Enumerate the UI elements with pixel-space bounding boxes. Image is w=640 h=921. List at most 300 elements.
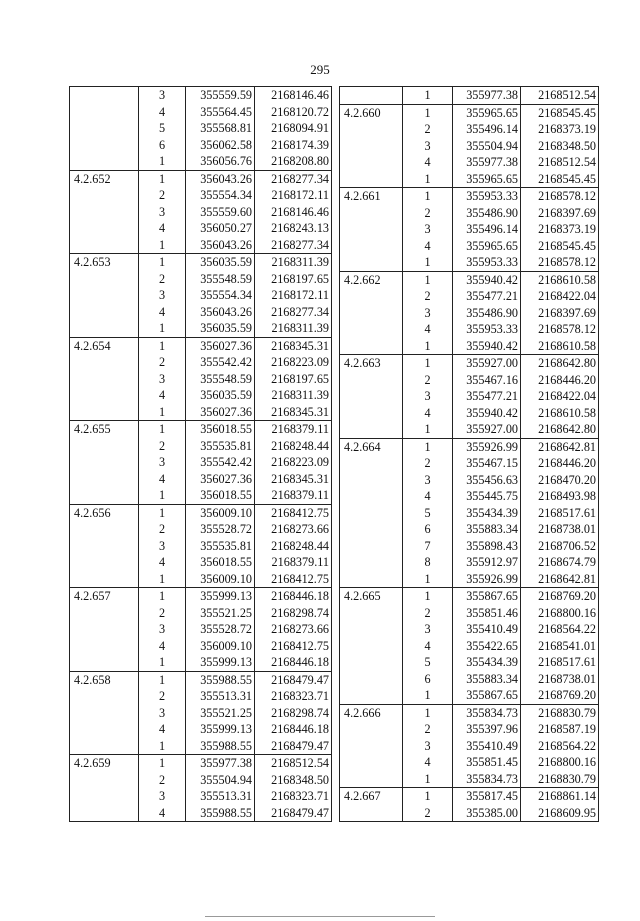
x-coordinate-cell: 355504.94 <box>186 772 255 789</box>
y-coordinate-cell: 2168172.11 <box>255 287 332 304</box>
x-coordinate-cell: 355535.81 <box>186 438 255 455</box>
x-coordinate-cell: 355988.55 <box>186 671 255 688</box>
point-number-cell: 4 <box>403 405 453 422</box>
point-number-cell: 2 <box>139 187 186 204</box>
table-row <box>340 638 599 655</box>
parcel-id-cell <box>340 171 403 188</box>
parcel-id-cell <box>340 505 403 522</box>
parcel-id-cell: 4.2.657 <box>70 588 139 605</box>
y-coordinate-cell: 2168422.04 <box>521 388 599 405</box>
y-coordinate-cell: 2168379.11 <box>255 487 332 504</box>
point-number-cell: 2 <box>139 438 186 455</box>
parcel-id-cell <box>70 404 139 421</box>
point-number-cell: 2 <box>403 288 453 305</box>
point-number-cell: 2 <box>139 271 186 288</box>
y-coordinate-cell: 2168738.01 <box>521 671 599 688</box>
y-coordinate-cell: 2168517.61 <box>521 654 599 671</box>
parcel-id-cell <box>340 87 403 105</box>
x-coordinate-cell: 355535.81 <box>186 538 255 555</box>
parcel-id-cell <box>70 688 139 705</box>
parcel-id-cell <box>70 87 139 104</box>
x-coordinate-cell: 355422.65 <box>453 638 521 655</box>
parcel-id-cell <box>70 471 139 488</box>
point-number-cell: 1 <box>139 588 186 605</box>
y-coordinate-cell: 2168348.50 <box>521 138 599 155</box>
y-coordinate-cell: 2168094.91 <box>255 120 332 137</box>
table-row <box>70 438 332 455</box>
parcel-id-cell <box>340 288 403 305</box>
parcel-id-cell <box>340 687 403 704</box>
point-number-cell: 1 <box>403 687 453 704</box>
parcel-id-cell: 4.2.663 <box>340 355 403 372</box>
table-row <box>340 87 599 105</box>
table-row <box>340 305 599 322</box>
table-row <box>70 504 332 521</box>
point-number-cell: 1 <box>139 671 186 688</box>
parcel-id-cell <box>340 738 403 755</box>
x-coordinate-cell: 355999.13 <box>186 721 255 738</box>
parcel-id-cell <box>340 388 403 405</box>
point-number-cell: 1 <box>139 654 186 671</box>
parcel-id-cell <box>70 120 139 137</box>
x-coordinate-cell: 355977.38 <box>186 755 255 772</box>
y-coordinate-cell: 2168642.80 <box>521 355 599 372</box>
table-row <box>70 320 332 337</box>
y-coordinate-cell: 2168197.65 <box>255 271 332 288</box>
point-number-cell: 3 <box>403 472 453 489</box>
table-row <box>70 120 332 137</box>
table-row <box>340 438 599 455</box>
x-coordinate-cell: 355817.45 <box>453 788 521 805</box>
x-coordinate-cell: 356009.10 <box>186 638 255 655</box>
table-row <box>70 404 332 421</box>
y-coordinate-cell: 2168248.44 <box>255 538 332 555</box>
parcel-id-cell <box>70 438 139 455</box>
y-coordinate-cell: 2168674.79 <box>521 554 599 571</box>
y-coordinate-cell: 2168769.20 <box>521 588 599 605</box>
table-row <box>70 354 332 371</box>
x-coordinate-cell: 355477.21 <box>453 288 521 305</box>
point-number-cell: 5 <box>403 654 453 671</box>
x-coordinate-cell: 355834.73 <box>453 704 521 721</box>
x-coordinate-cell: 355977.38 <box>453 87 521 105</box>
point-number-cell: 3 <box>403 621 453 638</box>
y-coordinate-cell: 2168610.58 <box>521 271 599 288</box>
parcel-id-cell: 4.2.655 <box>70 421 139 438</box>
table-row <box>340 355 599 372</box>
parcel-id-cell <box>70 304 139 321</box>
point-number-cell: 6 <box>139 137 186 154</box>
y-coordinate-cell: 2168578.12 <box>521 254 599 271</box>
parcel-id-cell <box>340 638 403 655</box>
x-coordinate-cell: 355988.55 <box>186 738 255 755</box>
y-coordinate-cell: 2168277.34 <box>255 170 332 187</box>
parcel-id-cell <box>70 654 139 671</box>
point-number-cell: 2 <box>139 772 186 789</box>
x-coordinate-cell: 355965.65 <box>453 171 521 188</box>
parcel-id-cell <box>70 320 139 337</box>
point-number-cell: 1 <box>403 171 453 188</box>
point-number-cell: 1 <box>139 320 186 337</box>
x-coordinate-cell: 356035.59 <box>186 320 255 337</box>
parcel-id-cell: 4.2.661 <box>340 188 403 205</box>
point-number-cell: 4 <box>139 805 186 822</box>
table-row <box>70 738 332 755</box>
parcel-id-cell <box>70 237 139 254</box>
point-number-cell: 6 <box>403 671 453 688</box>
coordinates-table-left <box>69 86 332 822</box>
table-row <box>340 472 599 489</box>
y-coordinate-cell: 2168277.34 <box>255 304 332 321</box>
y-coordinate-cell: 2168800.16 <box>521 754 599 771</box>
y-coordinate-cell: 2168610.58 <box>521 338 599 355</box>
y-coordinate-cell: 2168470.20 <box>521 472 599 489</box>
table-row <box>70 454 332 471</box>
point-number-cell: 4 <box>403 321 453 338</box>
x-coordinate-cell: 355883.34 <box>453 671 521 688</box>
point-number-cell: 1 <box>139 170 186 187</box>
point-number-cell: 4 <box>139 220 186 237</box>
table-row <box>340 421 599 438</box>
x-coordinate-cell: 355953.33 <box>453 254 521 271</box>
x-coordinate-cell: 356009.10 <box>186 504 255 521</box>
point-number-cell: 4 <box>403 488 453 505</box>
parcel-id-cell <box>340 154 403 171</box>
parcel-id-cell <box>70 354 139 371</box>
parcel-id-cell <box>70 721 139 738</box>
point-number-cell: 2 <box>139 688 186 705</box>
y-coordinate-cell: 2168197.65 <box>255 371 332 388</box>
point-number-cell: 1 <box>139 487 186 504</box>
parcel-id-cell <box>70 104 139 121</box>
parcel-id-cell <box>340 654 403 671</box>
y-coordinate-cell: 2168610.58 <box>521 405 599 422</box>
x-coordinate-cell: 355486.90 <box>453 205 521 222</box>
table-row <box>70 287 332 304</box>
point-number-cell: 3 <box>403 388 453 405</box>
y-coordinate-cell: 2168517.61 <box>521 505 599 522</box>
x-coordinate-cell: 356027.36 <box>186 471 255 488</box>
table-row <box>70 788 332 805</box>
y-coordinate-cell: 2168379.11 <box>255 421 332 438</box>
y-coordinate-cell: 2168422.04 <box>521 288 599 305</box>
y-coordinate-cell: 2168311.39 <box>255 320 332 337</box>
point-number-cell: 2 <box>403 805 453 822</box>
table-row <box>70 654 332 671</box>
parcel-id-cell <box>70 571 139 588</box>
point-number-cell: 2 <box>139 605 186 622</box>
parcel-id-cell <box>340 754 403 771</box>
y-coordinate-cell: 2168545.45 <box>521 238 599 255</box>
y-coordinate-cell: 2168298.74 <box>255 705 332 722</box>
point-number-cell: 1 <box>403 421 453 438</box>
table-row <box>340 621 599 638</box>
parcel-id-cell <box>340 238 403 255</box>
y-coordinate-cell: 2168512.54 <box>521 154 599 171</box>
y-coordinate-cell: 2168479.47 <box>255 671 332 688</box>
y-coordinate-cell: 2168379.11 <box>255 554 332 571</box>
point-number-cell: 2 <box>403 455 453 472</box>
x-coordinate-cell: 355467.15 <box>453 455 521 472</box>
y-coordinate-cell: 2168146.46 <box>255 204 332 221</box>
parcel-id-cell: 4.2.659 <box>70 755 139 772</box>
x-coordinate-cell: 355559.60 <box>186 204 255 221</box>
x-coordinate-cell: 355496.14 <box>453 121 521 138</box>
point-number-cell: 5 <box>403 505 453 522</box>
x-coordinate-cell: 355548.59 <box>186 271 255 288</box>
point-number-cell: 2 <box>403 121 453 138</box>
parcel-id-cell: 4.2.660 <box>340 104 403 121</box>
x-coordinate-cell: 355965.65 <box>453 238 521 255</box>
parcel-id-cell <box>70 738 139 755</box>
y-coordinate-cell: 2168446.20 <box>521 455 599 472</box>
table-row <box>70 755 332 772</box>
y-coordinate-cell: 2168348.50 <box>255 772 332 789</box>
x-coordinate-cell: 355965.65 <box>453 104 521 121</box>
table-row <box>340 571 599 588</box>
table-row <box>340 338 599 355</box>
parcel-id-cell: 4.2.652 <box>70 170 139 187</box>
parcel-id-cell <box>340 405 403 422</box>
y-coordinate-cell: 2168273.66 <box>255 621 332 638</box>
table-row <box>70 220 332 237</box>
table-row <box>70 605 332 622</box>
table-row <box>70 705 332 722</box>
y-coordinate-cell: 2168738.01 <box>521 521 599 538</box>
x-coordinate-cell: 355999.13 <box>186 654 255 671</box>
point-number-cell: 1 <box>403 338 453 355</box>
table-row <box>340 321 599 338</box>
table-row <box>340 205 599 222</box>
x-coordinate-cell: 356018.55 <box>186 554 255 571</box>
table-row <box>340 154 599 171</box>
parcel-id-cell <box>70 371 139 388</box>
point-number-cell: 1 <box>403 87 453 105</box>
point-number-cell: 1 <box>403 788 453 805</box>
x-coordinate-cell: 355528.72 <box>186 621 255 638</box>
point-number-cell: 2 <box>403 721 453 738</box>
table-row <box>340 687 599 704</box>
point-number-cell: 3 <box>403 305 453 322</box>
table-row <box>340 588 599 605</box>
y-coordinate-cell: 2168493.98 <box>521 488 599 505</box>
table-row <box>70 170 332 187</box>
point-number-cell: 3 <box>139 287 186 304</box>
table-row <box>70 671 332 688</box>
table-row <box>70 538 332 555</box>
table-row <box>70 688 332 705</box>
x-coordinate-cell: 355486.90 <box>453 305 521 322</box>
parcel-id-cell <box>70 387 139 404</box>
y-coordinate-cell: 2168243.13 <box>255 220 332 237</box>
y-coordinate-cell: 2168174.39 <box>255 137 332 154</box>
x-coordinate-cell: 356056.76 <box>186 153 255 170</box>
x-coordinate-cell: 356018.55 <box>186 421 255 438</box>
x-coordinate-cell: 355528.72 <box>186 521 255 538</box>
point-number-cell: 1 <box>139 755 186 772</box>
x-coordinate-cell: 355912.97 <box>453 554 521 571</box>
point-number-cell: 1 <box>403 188 453 205</box>
y-coordinate-cell: 2168223.09 <box>255 354 332 371</box>
parcel-id-cell <box>340 621 403 638</box>
x-coordinate-cell: 355953.33 <box>453 321 521 338</box>
parcel-id-cell: 4.2.653 <box>70 254 139 271</box>
point-number-cell: 2 <box>139 521 186 538</box>
point-number-cell: 2 <box>403 605 453 622</box>
point-number-cell: 4 <box>403 238 453 255</box>
y-coordinate-cell: 2168479.47 <box>255 738 332 755</box>
coordinates-table-right <box>339 86 599 822</box>
table-row <box>340 538 599 555</box>
x-coordinate-cell: 355564.45 <box>186 104 255 121</box>
x-coordinate-cell: 355898.43 <box>453 538 521 555</box>
point-number-cell: 1 <box>403 704 453 721</box>
x-coordinate-cell: 355513.31 <box>186 688 255 705</box>
x-coordinate-cell: 355548.59 <box>186 371 255 388</box>
y-coordinate-cell: 2168512.54 <box>521 87 599 105</box>
x-coordinate-cell: 355568.81 <box>186 120 255 137</box>
point-number-cell: 1 <box>403 771 453 788</box>
x-coordinate-cell: 355851.46 <box>453 605 521 622</box>
point-number-cell: 3 <box>139 87 186 104</box>
x-coordinate-cell: 355926.99 <box>453 571 521 588</box>
table-row <box>340 405 599 422</box>
x-coordinate-cell: 355434.39 <box>453 654 521 671</box>
point-number-cell: 1 <box>139 254 186 271</box>
x-coordinate-cell: 356043.26 <box>186 237 255 254</box>
table-row <box>70 254 332 271</box>
x-coordinate-cell: 356043.26 <box>186 170 255 187</box>
point-number-cell: 7 <box>403 538 453 555</box>
table-row <box>340 238 599 255</box>
table-row <box>340 754 599 771</box>
point-number-cell: 1 <box>403 271 453 288</box>
y-coordinate-cell: 2168545.45 <box>521 171 599 188</box>
point-number-cell: 1 <box>403 588 453 605</box>
point-number-cell: 3 <box>139 538 186 555</box>
bottom-rule <box>205 916 435 917</box>
table-row <box>70 87 332 104</box>
point-number-cell: 4 <box>139 721 186 738</box>
point-number-cell: 3 <box>139 454 186 471</box>
parcel-id-cell <box>340 455 403 472</box>
x-coordinate-cell: 355988.55 <box>186 805 255 822</box>
point-number-cell: 4 <box>139 554 186 571</box>
y-coordinate-cell: 2168706.52 <box>521 538 599 555</box>
y-coordinate-cell: 2168769.20 <box>521 687 599 704</box>
y-coordinate-cell: 2168412.75 <box>255 504 332 521</box>
y-coordinate-cell: 2168800.16 <box>521 605 599 622</box>
table-row <box>340 521 599 538</box>
y-coordinate-cell: 2168830.79 <box>521 771 599 788</box>
parcel-id-cell <box>70 805 139 822</box>
y-coordinate-cell: 2168345.31 <box>255 337 332 354</box>
y-coordinate-cell: 2168512.54 <box>255 755 332 772</box>
x-coordinate-cell: 355410.49 <box>453 621 521 638</box>
x-coordinate-cell: 355883.34 <box>453 521 521 538</box>
y-coordinate-cell: 2168545.45 <box>521 104 599 121</box>
table-row <box>340 372 599 389</box>
parcel-id-cell: 4.2.666 <box>340 704 403 721</box>
table-row <box>340 671 599 688</box>
table-row <box>340 704 599 721</box>
table-row <box>70 337 332 354</box>
x-coordinate-cell: 356062.58 <box>186 137 255 154</box>
x-coordinate-cell: 355999.13 <box>186 588 255 605</box>
y-coordinate-cell: 2168446.18 <box>255 654 332 671</box>
x-coordinate-cell: 356027.36 <box>186 337 255 354</box>
table-row <box>340 188 599 205</box>
parcel-id-cell <box>70 153 139 170</box>
parcel-id-cell <box>70 204 139 221</box>
table-row <box>70 104 332 121</box>
x-coordinate-cell: 355542.42 <box>186 354 255 371</box>
point-number-cell: 4 <box>403 154 453 171</box>
table-row <box>340 488 599 505</box>
x-coordinate-cell: 355521.25 <box>186 605 255 622</box>
table-row <box>70 621 332 638</box>
x-coordinate-cell: 355940.42 <box>453 338 521 355</box>
parcel-id-cell <box>340 538 403 555</box>
y-coordinate-cell: 2168541.01 <box>521 638 599 655</box>
parcel-id-cell <box>340 554 403 571</box>
x-coordinate-cell: 356018.55 <box>186 487 255 504</box>
table-row <box>70 204 332 221</box>
x-coordinate-cell: 355927.00 <box>453 355 521 372</box>
table-row <box>70 187 332 204</box>
x-coordinate-cell: 355410.49 <box>453 738 521 755</box>
x-coordinate-cell: 355554.34 <box>186 287 255 304</box>
x-coordinate-cell: 356035.59 <box>186 387 255 404</box>
table-row <box>340 721 599 738</box>
y-coordinate-cell: 2168311.39 <box>255 254 332 271</box>
y-coordinate-cell: 2168397.69 <box>521 305 599 322</box>
x-coordinate-cell: 355940.42 <box>453 271 521 288</box>
point-number-cell: 5 <box>139 120 186 137</box>
parcel-id-cell <box>70 187 139 204</box>
y-coordinate-cell: 2168446.20 <box>521 372 599 389</box>
table-row <box>70 638 332 655</box>
table-row <box>70 521 332 538</box>
point-number-cell: 1 <box>139 571 186 588</box>
y-coordinate-cell: 2168412.75 <box>255 638 332 655</box>
x-coordinate-cell: 355504.94 <box>453 138 521 155</box>
parcel-id-cell <box>70 621 139 638</box>
y-coordinate-cell: 2168208.80 <box>255 153 332 170</box>
table-row <box>70 571 332 588</box>
page-number: 295 <box>310 62 330 77</box>
parcel-id-cell <box>70 772 139 789</box>
y-coordinate-cell: 2168642.81 <box>521 571 599 588</box>
y-coordinate-cell: 2168172.11 <box>255 187 332 204</box>
point-number-cell: 2 <box>403 372 453 389</box>
point-number-cell: 1 <box>139 153 186 170</box>
parcel-id-cell <box>70 220 139 237</box>
point-number-cell: 4 <box>403 638 453 655</box>
x-coordinate-cell: 355559.59 <box>186 87 255 104</box>
table-row <box>340 288 599 305</box>
table-row <box>340 138 599 155</box>
y-coordinate-cell: 2168277.34 <box>255 237 332 254</box>
y-coordinate-cell: 2168345.31 <box>255 471 332 488</box>
parcel-id-cell <box>70 554 139 571</box>
table-row <box>340 805 599 822</box>
point-number-cell: 2 <box>139 354 186 371</box>
point-number-cell: 4 <box>139 471 186 488</box>
parcel-id-cell <box>70 287 139 304</box>
parcel-id-cell <box>340 488 403 505</box>
table-row <box>340 455 599 472</box>
